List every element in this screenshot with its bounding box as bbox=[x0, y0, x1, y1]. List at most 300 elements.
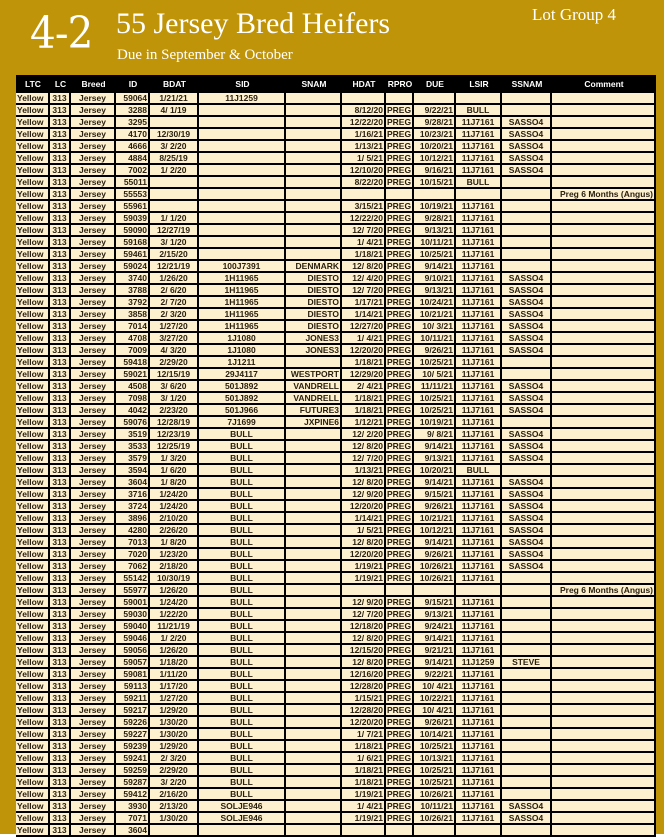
cell-ssnam bbox=[502, 357, 552, 369]
cell-breed: Jersey bbox=[71, 741, 116, 753]
cell-snam bbox=[286, 705, 342, 717]
cell-hdat: 12/20/20 bbox=[342, 501, 386, 513]
cell-sid: BULL bbox=[199, 489, 286, 501]
table-row bbox=[16, 369, 656, 381]
cell-rpro: PREG bbox=[386, 549, 414, 561]
cell-sid: BULL bbox=[199, 501, 286, 513]
cell-snam: VANDRELL bbox=[286, 393, 342, 405]
cell-lsir: 11J7161 bbox=[456, 549, 502, 561]
cell-breed: Jersey bbox=[71, 765, 116, 777]
cell-id: 59039 bbox=[116, 213, 150, 225]
cell-ssnam: SASSO4 bbox=[502, 333, 552, 345]
cell-breed: Jersey bbox=[71, 753, 116, 765]
cell-ltc: Yellow bbox=[16, 573, 50, 585]
cell-hdat: 1/ 5/21 bbox=[342, 153, 386, 165]
cell-due: 10/22/21 bbox=[414, 693, 456, 705]
cell-breed: Jersey bbox=[71, 105, 116, 117]
cell-ssnam bbox=[502, 189, 552, 201]
cell-breed: Jersey bbox=[71, 417, 116, 429]
cell-snam bbox=[286, 561, 342, 573]
table-row bbox=[16, 729, 656, 741]
cell-sid: 11J1259 bbox=[199, 93, 286, 105]
cell-comment bbox=[552, 705, 656, 717]
cell-id: 59081 bbox=[116, 669, 150, 681]
page-subtitle: Due in September & October bbox=[117, 47, 293, 63]
cell-sid: BULL bbox=[199, 693, 286, 705]
cell-ssnam: SASSO4 bbox=[502, 477, 552, 489]
cell-sid: BULL bbox=[199, 729, 286, 741]
cell-hdat: 12/22/20 bbox=[342, 117, 386, 129]
cell-snam bbox=[286, 801, 342, 813]
cell-lsir: 11J7161 bbox=[456, 213, 502, 225]
cell-ssnam: SASSO4 bbox=[502, 321, 552, 333]
cell-lc: 313 bbox=[50, 573, 71, 585]
cell-id: 59030 bbox=[116, 609, 150, 621]
cell-snam: DIESTO bbox=[286, 273, 342, 285]
cell-sid bbox=[199, 201, 286, 213]
cell-due: 10/12/21 bbox=[414, 153, 456, 165]
cell-lc: 313 bbox=[50, 513, 71, 525]
cell-bdat: 1/ 8/20 bbox=[150, 537, 199, 549]
cell-bdat: 2/29/20 bbox=[150, 357, 199, 369]
cell-rpro: PREG bbox=[386, 141, 414, 153]
cell-due: 10/26/21 bbox=[414, 789, 456, 801]
cell-breed: Jersey bbox=[71, 465, 116, 477]
cell-comment bbox=[552, 525, 656, 537]
cell-ltc: Yellow bbox=[16, 357, 50, 369]
cell-id: 55961 bbox=[116, 201, 150, 213]
cell-due: 10/ 3/21 bbox=[414, 321, 456, 333]
cell-ltc: Yellow bbox=[16, 369, 50, 381]
cell-lsir: 11J7161 bbox=[456, 117, 502, 129]
cell-rpro: PREG bbox=[386, 573, 414, 585]
cell-sid: 1J1211 bbox=[199, 357, 286, 369]
cell-lc: 313 bbox=[50, 369, 71, 381]
cell-due: 10/20/21 bbox=[414, 141, 456, 153]
cell-hdat: 1/12/21 bbox=[342, 417, 386, 429]
cell-lsir: 11J7161 bbox=[456, 765, 502, 777]
cell-comment bbox=[552, 105, 656, 117]
cell-ssnam: SASSO4 bbox=[502, 561, 552, 573]
cell-breed: Jersey bbox=[71, 357, 116, 369]
cell-snam bbox=[286, 213, 342, 225]
cell-sid bbox=[199, 153, 286, 165]
cell-breed: Jersey bbox=[71, 729, 116, 741]
cell-due: 9/13/21 bbox=[414, 453, 456, 465]
cell-hdat: 3/15/21 bbox=[342, 201, 386, 213]
cell-ssnam: SASSO4 bbox=[502, 309, 552, 321]
cell-ssnam bbox=[502, 777, 552, 789]
cell-bdat: 1/ 8/20 bbox=[150, 477, 199, 489]
cell-sid bbox=[199, 213, 286, 225]
cell-id: 4280 bbox=[116, 525, 150, 537]
cell-sid: 1H11965 bbox=[199, 309, 286, 321]
cell-rpro: PREG bbox=[386, 285, 414, 297]
cell-lsir: 11J7161 bbox=[456, 333, 502, 345]
cell-rpro: PREG bbox=[386, 429, 414, 441]
cell-lc: 313 bbox=[50, 597, 71, 609]
cell-sid bbox=[199, 825, 286, 837]
cell-hdat: 1/ 4/21 bbox=[342, 237, 386, 249]
cell-breed: Jersey bbox=[71, 477, 116, 489]
cell-due: 9/21/21 bbox=[414, 645, 456, 657]
cell-breed: Jersey bbox=[71, 345, 116, 357]
cell-ltc: Yellow bbox=[16, 237, 50, 249]
cell-hdat: 12/ 8/20 bbox=[342, 261, 386, 273]
cell-hdat: 12/29/20 bbox=[342, 369, 386, 381]
cell-comment bbox=[552, 225, 656, 237]
cell-due: 10/24/21 bbox=[414, 297, 456, 309]
cell-lsir: 11J7161 bbox=[456, 237, 502, 249]
cell-rpro: PREG bbox=[386, 201, 414, 213]
cell-id: 4508 bbox=[116, 381, 150, 393]
cell-sid bbox=[199, 225, 286, 237]
cell-id: 4170 bbox=[116, 129, 150, 141]
cell-ltc: Yellow bbox=[16, 597, 50, 609]
cell-ltc: Yellow bbox=[16, 453, 50, 465]
cell-due: 10/21/21 bbox=[414, 513, 456, 525]
cell-comment bbox=[552, 117, 656, 129]
cell-ssnam: SASSO4 bbox=[502, 381, 552, 393]
cell-lsir: 11J7161 bbox=[456, 777, 502, 789]
table-row bbox=[16, 705, 656, 717]
cell-rpro: PREG bbox=[386, 441, 414, 453]
cell-rpro: PREG bbox=[386, 345, 414, 357]
cell-due: 9/10/21 bbox=[414, 273, 456, 285]
cell-ltc: Yellow bbox=[16, 825, 50, 837]
cell-ssnam bbox=[502, 753, 552, 765]
cell-snam: DIESTO bbox=[286, 321, 342, 333]
cell-snam: JONES3 bbox=[286, 333, 342, 345]
cell-ltc: Yellow bbox=[16, 273, 50, 285]
cell-snam bbox=[286, 201, 342, 213]
cell-id: 59412 bbox=[116, 789, 150, 801]
cell-ltc: Yellow bbox=[16, 561, 50, 573]
cell-hdat bbox=[342, 585, 386, 597]
table-row bbox=[16, 225, 656, 237]
cell-due: 10/25/21 bbox=[414, 765, 456, 777]
cell-id: 59418 bbox=[116, 357, 150, 369]
cell-breed: Jersey bbox=[71, 777, 116, 789]
cell-rpro: PREG bbox=[386, 369, 414, 381]
cell-hdat: 2/ 4/21 bbox=[342, 381, 386, 393]
cell-ssnam: SASSO4 bbox=[502, 429, 552, 441]
cell-id: 4042 bbox=[116, 405, 150, 417]
cell-hdat: 1/ 6/21 bbox=[342, 753, 386, 765]
cell-ltc: Yellow bbox=[16, 105, 50, 117]
cell-snam bbox=[286, 753, 342, 765]
cell-ltc: Yellow bbox=[16, 393, 50, 405]
table-header-row bbox=[16, 75, 656, 93]
table-row bbox=[16, 549, 656, 561]
cell-due: 10/14/21 bbox=[414, 729, 456, 741]
cell-bdat: 3/ 1/20 bbox=[150, 237, 199, 249]
cell-comment bbox=[552, 321, 656, 333]
cell-breed: Jersey bbox=[71, 525, 116, 537]
cell-sid: 501J892 bbox=[199, 393, 286, 405]
cell-ltc: Yellow bbox=[16, 297, 50, 309]
cell-lc: 313 bbox=[50, 741, 71, 753]
table-row bbox=[16, 789, 656, 801]
cell-lsir: 11J7161 bbox=[456, 597, 502, 609]
cell-due: 9/26/21 bbox=[414, 345, 456, 357]
cell-sid: SOLJE946 bbox=[199, 801, 286, 813]
cell-snam: WESTPORT bbox=[286, 369, 342, 381]
cell-ltc: Yellow bbox=[16, 381, 50, 393]
table-row bbox=[16, 249, 656, 261]
cell-comment bbox=[552, 381, 656, 393]
cell-breed: Jersey bbox=[71, 645, 116, 657]
cell-id: 4884 bbox=[116, 153, 150, 165]
cell-lsir: 11J7161 bbox=[456, 681, 502, 693]
cell-hdat: 1/14/21 bbox=[342, 513, 386, 525]
cell-snam bbox=[286, 813, 342, 825]
cell-hdat bbox=[342, 825, 386, 837]
table-row bbox=[16, 141, 656, 153]
cell-rpro: PREG bbox=[386, 765, 414, 777]
cell-breed: Jersey bbox=[71, 369, 116, 381]
cell-ssnam bbox=[502, 741, 552, 753]
cell-due: 10/26/21 bbox=[414, 813, 456, 825]
cell-snam bbox=[286, 729, 342, 741]
cell-rpro: PREG bbox=[386, 357, 414, 369]
cell-ltc: Yellow bbox=[16, 765, 50, 777]
cell-hdat: 1/18/21 bbox=[342, 357, 386, 369]
cell-hdat: 1/19/21 bbox=[342, 813, 386, 825]
cell-lsir: 11J7161 bbox=[456, 345, 502, 357]
cell-breed: Jersey bbox=[71, 825, 116, 837]
cell-hdat: 12/ 8/20 bbox=[342, 657, 386, 669]
cell-rpro: PREG bbox=[386, 297, 414, 309]
cell-comment bbox=[552, 801, 656, 813]
cell-breed: Jersey bbox=[71, 129, 116, 141]
cell-lc: 313 bbox=[50, 765, 71, 777]
cell-id: 55977 bbox=[116, 585, 150, 597]
cell-bdat: 1/17/20 bbox=[150, 681, 199, 693]
cell-id: 3788 bbox=[116, 285, 150, 297]
cell-id: 3858 bbox=[116, 309, 150, 321]
cell-id: 59113 bbox=[116, 681, 150, 693]
cell-ltc: Yellow bbox=[16, 513, 50, 525]
cell-hdat bbox=[342, 189, 386, 201]
cell-id: 3604 bbox=[116, 477, 150, 489]
cell-rpro: PREG bbox=[386, 225, 414, 237]
cell-ltc: Yellow bbox=[16, 669, 50, 681]
cell-snam: FUTURE3 bbox=[286, 405, 342, 417]
cell-ltc: Yellow bbox=[16, 549, 50, 561]
cell-due: 10/25/21 bbox=[414, 249, 456, 261]
cell-comment bbox=[552, 165, 656, 177]
cell-breed: Jersey bbox=[71, 681, 116, 693]
cell-lc: 313 bbox=[50, 273, 71, 285]
column-header-due: DUE bbox=[414, 75, 456, 93]
cell-comment bbox=[552, 141, 656, 153]
table-row bbox=[16, 465, 656, 477]
cell-lc: 313 bbox=[50, 813, 71, 825]
table-row bbox=[16, 129, 656, 141]
cell-breed: Jersey bbox=[71, 561, 116, 573]
cell-breed: Jersey bbox=[71, 201, 116, 213]
table-row bbox=[16, 213, 656, 225]
cell-sid: BULL bbox=[199, 549, 286, 561]
cell-ssnam: SASSO4 bbox=[502, 285, 552, 297]
cell-comment bbox=[552, 465, 656, 477]
cell-ssnam: SASSO4 bbox=[502, 405, 552, 417]
cell-due bbox=[414, 93, 456, 105]
cell-breed: Jersey bbox=[71, 165, 116, 177]
cell-lsir: 11J7161 bbox=[456, 321, 502, 333]
cell-id: 7098 bbox=[116, 393, 150, 405]
cell-lc: 313 bbox=[50, 321, 71, 333]
cell-due: 10/ 4/21 bbox=[414, 681, 456, 693]
cell-breed: Jersey bbox=[71, 393, 116, 405]
cell-comment bbox=[552, 741, 656, 753]
cell-rpro: PREG bbox=[386, 501, 414, 513]
cell-due: 9/24/21 bbox=[414, 621, 456, 633]
cell-lc: 313 bbox=[50, 177, 71, 189]
cell-rpro: PREG bbox=[386, 741, 414, 753]
cell-due: 10/25/21 bbox=[414, 777, 456, 789]
cell-id: 3740 bbox=[116, 273, 150, 285]
cell-due: 9/22/21 bbox=[414, 669, 456, 681]
cell-snam bbox=[286, 489, 342, 501]
cell-sid: 1H11965 bbox=[199, 273, 286, 285]
cell-lsir: 11J7161 bbox=[456, 693, 502, 705]
cell-rpro: PREG bbox=[386, 321, 414, 333]
cell-ssnam bbox=[502, 633, 552, 645]
cell-ssnam: SASSO4 bbox=[502, 165, 552, 177]
cell-due bbox=[414, 585, 456, 597]
cell-lc: 313 bbox=[50, 753, 71, 765]
cell-bdat: 1/22/20 bbox=[150, 609, 199, 621]
cell-comment bbox=[552, 561, 656, 573]
cell-ltc: Yellow bbox=[16, 309, 50, 321]
cell-sid: BULL bbox=[199, 537, 286, 549]
cell-breed: Jersey bbox=[71, 621, 116, 633]
cell-rpro: PREG bbox=[386, 465, 414, 477]
cell-due: 10/20/21 bbox=[414, 465, 456, 477]
cell-sid: BULL bbox=[199, 741, 286, 753]
cell-breed: Jersey bbox=[71, 585, 116, 597]
table-row bbox=[16, 537, 656, 549]
cell-bdat: 12/15/19 bbox=[150, 369, 199, 381]
cell-bdat: 2/26/20 bbox=[150, 525, 199, 537]
cell-snam: DENMARK bbox=[286, 261, 342, 273]
table-row bbox=[16, 717, 656, 729]
cell-breed: Jersey bbox=[71, 657, 116, 669]
cell-hdat: 8/22/20 bbox=[342, 177, 386, 189]
cell-breed: Jersey bbox=[71, 801, 116, 813]
cell-lsir: 11J7161 bbox=[456, 309, 502, 321]
cell-hdat: 12/15/20 bbox=[342, 645, 386, 657]
cell-ltc: Yellow bbox=[16, 489, 50, 501]
cell-breed: Jersey bbox=[71, 117, 116, 129]
table-row bbox=[16, 117, 656, 129]
table-row bbox=[16, 681, 656, 693]
cell-bdat: 1/23/20 bbox=[150, 549, 199, 561]
table-row bbox=[16, 825, 656, 837]
cell-sid: BULL bbox=[199, 465, 286, 477]
cell-snam bbox=[286, 441, 342, 453]
cell-lsir: 11J7161 bbox=[456, 165, 502, 177]
cell-ltc: Yellow bbox=[16, 633, 50, 645]
table-row bbox=[16, 273, 656, 285]
cell-comment bbox=[552, 681, 656, 693]
cell-ssnam bbox=[502, 609, 552, 621]
table-row bbox=[16, 525, 656, 537]
cell-rpro: PREG bbox=[386, 165, 414, 177]
cell-sid bbox=[199, 249, 286, 261]
cell-id: 3594 bbox=[116, 465, 150, 477]
cell-ltc: Yellow bbox=[16, 621, 50, 633]
page-title: 55 Jersey Bred Heifers bbox=[116, 7, 391, 40]
cell-hdat: 12/ 7/20 bbox=[342, 453, 386, 465]
table-row bbox=[16, 597, 656, 609]
cell-snam bbox=[286, 621, 342, 633]
cell-lc: 313 bbox=[50, 165, 71, 177]
table-row bbox=[16, 765, 656, 777]
cell-bdat: 2/ 3/20 bbox=[150, 753, 199, 765]
cell-comment bbox=[552, 153, 656, 165]
cell-lc: 313 bbox=[50, 717, 71, 729]
cell-lc: 313 bbox=[50, 489, 71, 501]
cell-due: 9/14/21 bbox=[414, 477, 456, 489]
cell-snam bbox=[286, 513, 342, 525]
cell-lc: 313 bbox=[50, 645, 71, 657]
table-row bbox=[16, 453, 656, 465]
cell-comment bbox=[552, 549, 656, 561]
cell-ssnam bbox=[502, 585, 552, 597]
column-header-ssnam: SSNAM bbox=[502, 75, 552, 93]
column-header-sid: SID bbox=[199, 75, 286, 93]
cell-hdat: 1/14/21 bbox=[342, 309, 386, 321]
cell-hdat: 1/16/21 bbox=[342, 129, 386, 141]
cell-due: 9/14/21 bbox=[414, 261, 456, 273]
cell-snam bbox=[286, 585, 342, 597]
cell-hdat: 12/ 4/20 bbox=[342, 273, 386, 285]
cell-sid: BULL bbox=[199, 633, 286, 645]
cell-rpro: PREG bbox=[386, 177, 414, 189]
cell-bdat: 3/ 6/20 bbox=[150, 381, 199, 393]
cell-rpro: PREG bbox=[386, 237, 414, 249]
cell-lsir: 11J7161 bbox=[456, 273, 502, 285]
cell-ltc: Yellow bbox=[16, 177, 50, 189]
cell-breed: Jersey bbox=[71, 153, 116, 165]
cell-ltc: Yellow bbox=[16, 321, 50, 333]
cell-bdat bbox=[150, 117, 199, 129]
cell-id: 59024 bbox=[116, 261, 150, 273]
cell-due: 10/ 4/21 bbox=[414, 705, 456, 717]
cell-id: 3896 bbox=[116, 513, 150, 525]
cell-ltc: Yellow bbox=[16, 165, 50, 177]
cell-snam bbox=[286, 765, 342, 777]
cell-ltc: Yellow bbox=[16, 645, 50, 657]
table-row bbox=[16, 801, 656, 813]
cell-breed: Jersey bbox=[71, 285, 116, 297]
cell-breed: Jersey bbox=[71, 261, 116, 273]
cell-hdat: 12/20/20 bbox=[342, 345, 386, 357]
cell-ssnam: SASSO4 bbox=[502, 441, 552, 453]
cell-hdat: 12/ 9/20 bbox=[342, 489, 386, 501]
cell-comment bbox=[552, 729, 656, 741]
table-row bbox=[16, 405, 656, 417]
cell-due: 9/15/21 bbox=[414, 489, 456, 501]
cell-lsir bbox=[456, 585, 502, 597]
cell-breed: Jersey bbox=[71, 489, 116, 501]
cell-ltc: Yellow bbox=[16, 225, 50, 237]
cell-bdat bbox=[150, 825, 199, 837]
cell-rpro bbox=[386, 93, 414, 105]
